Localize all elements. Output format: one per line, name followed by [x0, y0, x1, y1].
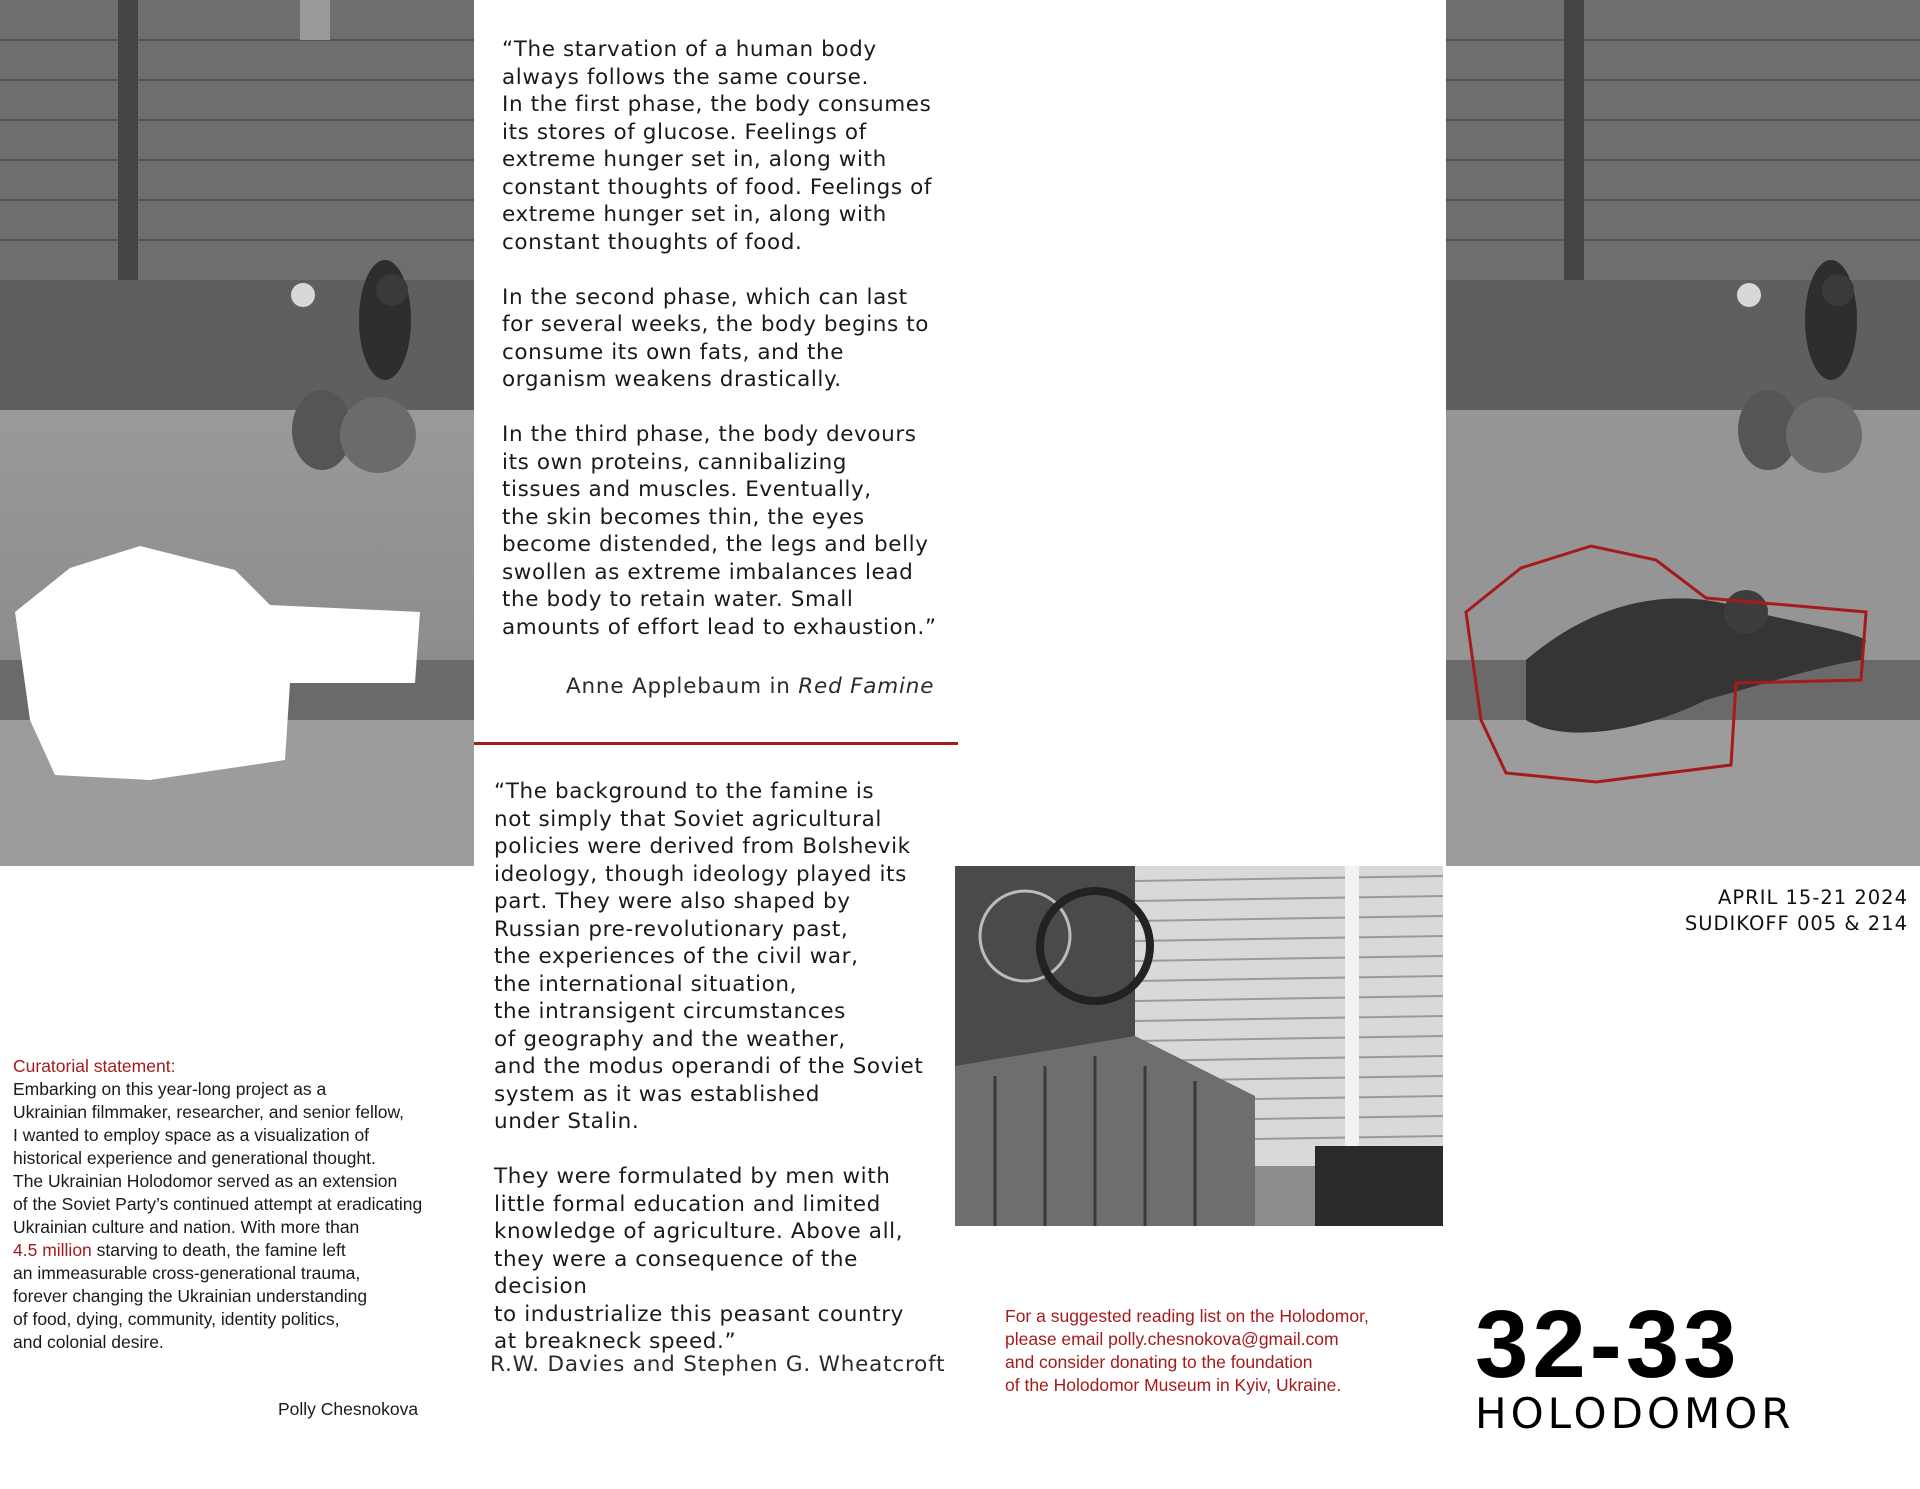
right-photo-image	[1446, 0, 1920, 866]
interior-photo	[955, 866, 1443, 1226]
death-toll-highlight: 4.5 million	[13, 1240, 92, 1260]
attribution-book-title: Red Famine	[798, 674, 935, 699]
right-photo	[1446, 0, 1920, 866]
applebaum-quote: “The starvation of a human body always follows the same course. In the first phase, the body consumes its stores of glucose. Feelings of extreme hunger set in, along with constant thoughts of food. Feelings of extreme hunger set in, along with constant thoughts of food. In the second phase, which can last for several weeks, the body begins to consume its own fats, and the organism weakens drastically. In the third phase, the body devours its own proteins, cannibalizing tissues and muscles. Eventually, the skin becomes thin, the eyes become distended, the legs and belly swollen as extreme imbalances lead the body to retain water. Small amounts of effort lead to exhaustion.”	[502, 37, 937, 640]
reading-list-note: For a suggested reading list on the Holodomor, please email polly.chesnokova@gmail.com and consider donating to the foundation of the Holodomor Museum in Kyiv, Ukraine.	[1005, 1306, 1369, 1395]
statement-body-end: starving to death, the famine left an immeasurable cross-generational trauma, forever changing the Ukrainian understanding of food, dying, community, identity politics, and colonial desire.	[13, 1240, 368, 1352]
event-info	[1685, 885, 1908, 937]
interior-photo-image	[955, 866, 1443, 1226]
applebaum-attribution	[566, 674, 934, 699]
attribution-author: Anne Applebaum in	[566, 674, 799, 699]
curatorial-statement	[13, 1055, 463, 1354]
section-divider	[474, 742, 958, 745]
davies-wheatcroft-quote: “The background to the famine is not simply that Soviet agricultural policies were derived from Bolshevik ideology, though ideology played its part. They were also shaped by Russian pre-revolutionary past, the experiences of the civil war, the international situation, the intransigent circumstances of geography and the weather, and the modus operandi of the Soviet system as it was established under Stalin. They were formulated by men with little formal education and limited knowledge of agriculture. Above all, they were a consequence of the decision to industrialize this peasant country at breakneck speed.”	[494, 779, 924, 1354]
title-holodomor: HOLODOMOR	[1475, 1389, 1795, 1438]
davies-wheatcroft-attribution: R.W. Davies and Stephen G. Wheatcroft	[490, 1352, 946, 1377]
statement-body	[13, 1078, 463, 1354]
statement-heading: Curatorial statement:	[13, 1056, 176, 1076]
event-location: SUDIKOFF 005 & 214	[1684, 912, 1908, 935]
left-photo-image	[0, 0, 474, 866]
event-dates: APRIL 15-21 2024	[1718, 886, 1908, 909]
title-years: 32-33	[1475, 1291, 1741, 1398]
statement-body-start: Embarking on this year-long project as a Ukrainian filmmaker, researcher, and senior fellow, I wanted to employ space as a visualization of historical experience and generational thought. The Ukrainian Holodomor served as an extension of the Soviet Party’s continued attempt at eradicating Ukrainian culture and nation. With more than	[13, 1079, 423, 1237]
left-photo	[0, 0, 474, 866]
statement-signature: Polly Chesnokova	[278, 1399, 419, 1419]
